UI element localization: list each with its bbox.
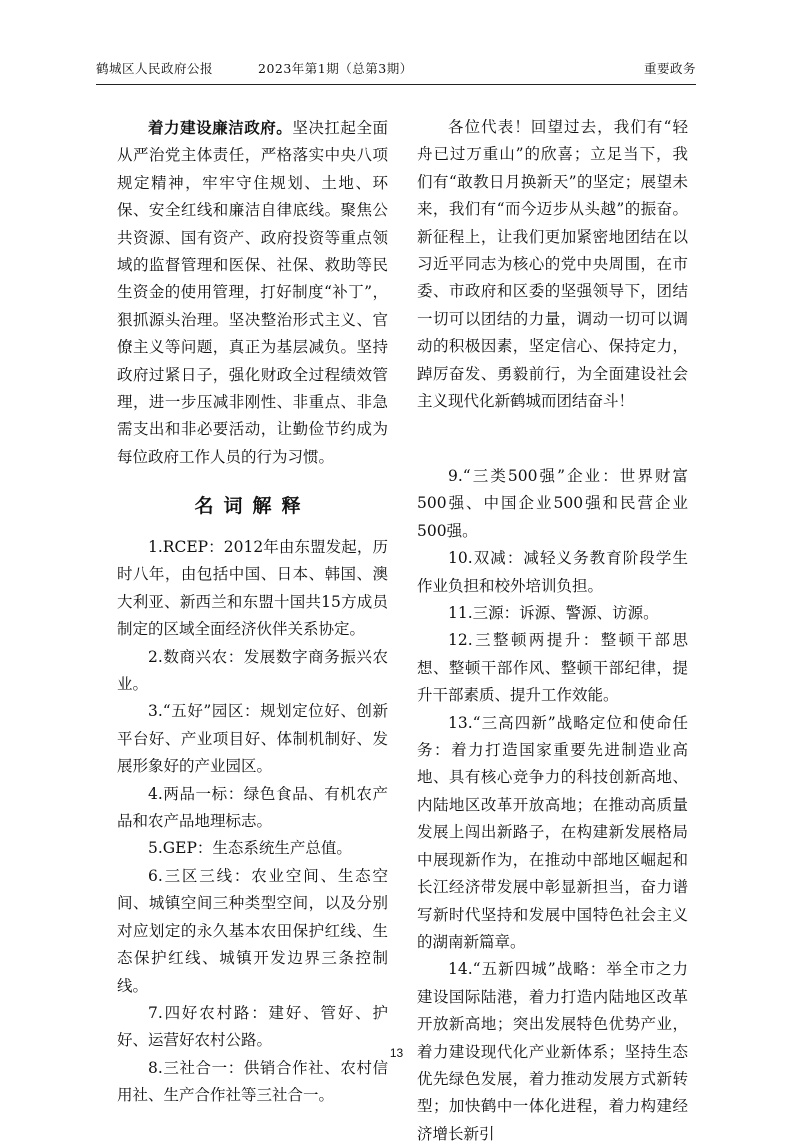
glossary-title: 名词解释 (194, 495, 311, 517)
glossary-item: 1.RCEP：2012年由东盟发起，历时八年，由包括中国、日本、韩国、澳大利亚、新西兰和东盟十国共15方成员制定的区域全面经济伙伴关系协定。 (117, 538, 388, 639)
page-header (96, 60, 696, 82)
integrity-text: 坚决扛起全面从严治党主体责任，严格落实中央八项规定精神，牢牢守住规划、土地、环保、安全红线和廉洁自律底线。聚焦公共资源、国有资产、政府投资等重点领域的监督管理和医保、社保、救助等民生资金的使用管理，打好制度“补丁”，狠抓源头治理。坚决整治形式主义、官僚主义等问题，真正为基层减负。坚持政府过紧日子，强化财政全过程绩效管理，进一步压减非刚性、非重点、非急需支出和非必要活动，让勤俭节约成为每位政府工作人员的行为习惯。 (117, 119, 388, 466)
glossary-item: 11.三源：诉源、警源、访源。 (448, 604, 659, 623)
glossary-item: 5.GEP：生态系统生产总值。 (148, 839, 352, 858)
glossary-item: 10.双减：减轻义务教育阶段学生作业负担和校外培训负担。 (417, 549, 688, 595)
glossary-item: 7.四好农村路：建好、管好、护好、运营好农村公路。 (117, 1003, 388, 1050)
glossary-item: 4.两品一标：绿色食品、有机农产品和农产品地理标志。 (117, 784, 388, 831)
integrity-lead: 着力建设廉洁政府。 (148, 118, 293, 137)
glossary-left-column (117, 534, 388, 1110)
header-divider (96, 84, 696, 85)
government-integrity-section (117, 114, 388, 471)
glossary-item: 12.三整顿两提升：整顿干部思想、整顿干部作风、整顿干部纪律，提升干部素质、提升工作效能。 (417, 631, 688, 705)
glossary-item: 6.三区三线：农业空间、生态空间、城镇空间三种类型空间，以及分别对应划定的永久基本农田保护红线、生态保护红线、城镇开发边界三条控制线。 (117, 866, 388, 995)
glossary-item: 2.数商兴农：发展数字商务振兴农业。 (117, 647, 388, 694)
glossary-item: 14.“五新四城”战略：举全市之力建设国际陆港，着力打造内陆地区改革开放新高地；突出发展特色优势产业，着力建设现代化产业新体系；坚持生态优先绿色发展，着力推动发展方式新转型；加快鹤中一体化进程，着力构建经济增长新引 (417, 960, 688, 1143)
glossary-item: 13.“三高四新”战略定位和使命任务：着力打造国家重要先进制造业高地、具有核心竞争力的科技创新高地、内陆地区改革开放高地；在推动高质量发展上闯出新路子，在构建新发展格局中展现新作为，在推动中部地区崛起和长江经济带发展中彰显新担当，奋力谱写新时代坚持和发展中国特色社会主义的湖南新篇章。 (417, 713, 688, 951)
header-issue-number: 2023年第1期（总第3期） (258, 61, 413, 76)
glossary-item: 8.三社合一：供销合作社、农村信用社、生产合作社等三社合一。 (117, 1058, 388, 1105)
glossary-item: 9.“三类500强”企业：世界财富500强、中国企业500强和民营企业500强。 (417, 467, 688, 540)
page-number: 13 (389, 1046, 404, 1060)
closing-section (417, 114, 688, 415)
closing-paragraph: 各位代表！回望过去，我们有“轻舟已过万重山”的欣喜；立足当下，我们有“敢教日月换新天”的坚定；展望未来，我们有“而今迈步从头越”的振奋。新征程上，让我们更加紧密地团结在以习近平同志为核心的党中央周围，在市委、市政府和区委的坚强领导下，团结一切可以团结的力量，调动一切可以调动的积极因素，坚定信心、保持定力，踔厉奋发、勇毅前行，为全面建设社会主义现代化新鹤城而团结奋斗！ (417, 118, 688, 411)
header-publication-name: 鹤城区人民政府公报 (96, 61, 214, 76)
header-section-name: 重要政务 (643, 61, 696, 76)
integrity-paragraph (117, 114, 388, 471)
glossary-item: 3.“五好”园区：规划定位好、创新平台好、产业项目好、体制机制好、发展形象好的产业园区。 (117, 702, 388, 776)
